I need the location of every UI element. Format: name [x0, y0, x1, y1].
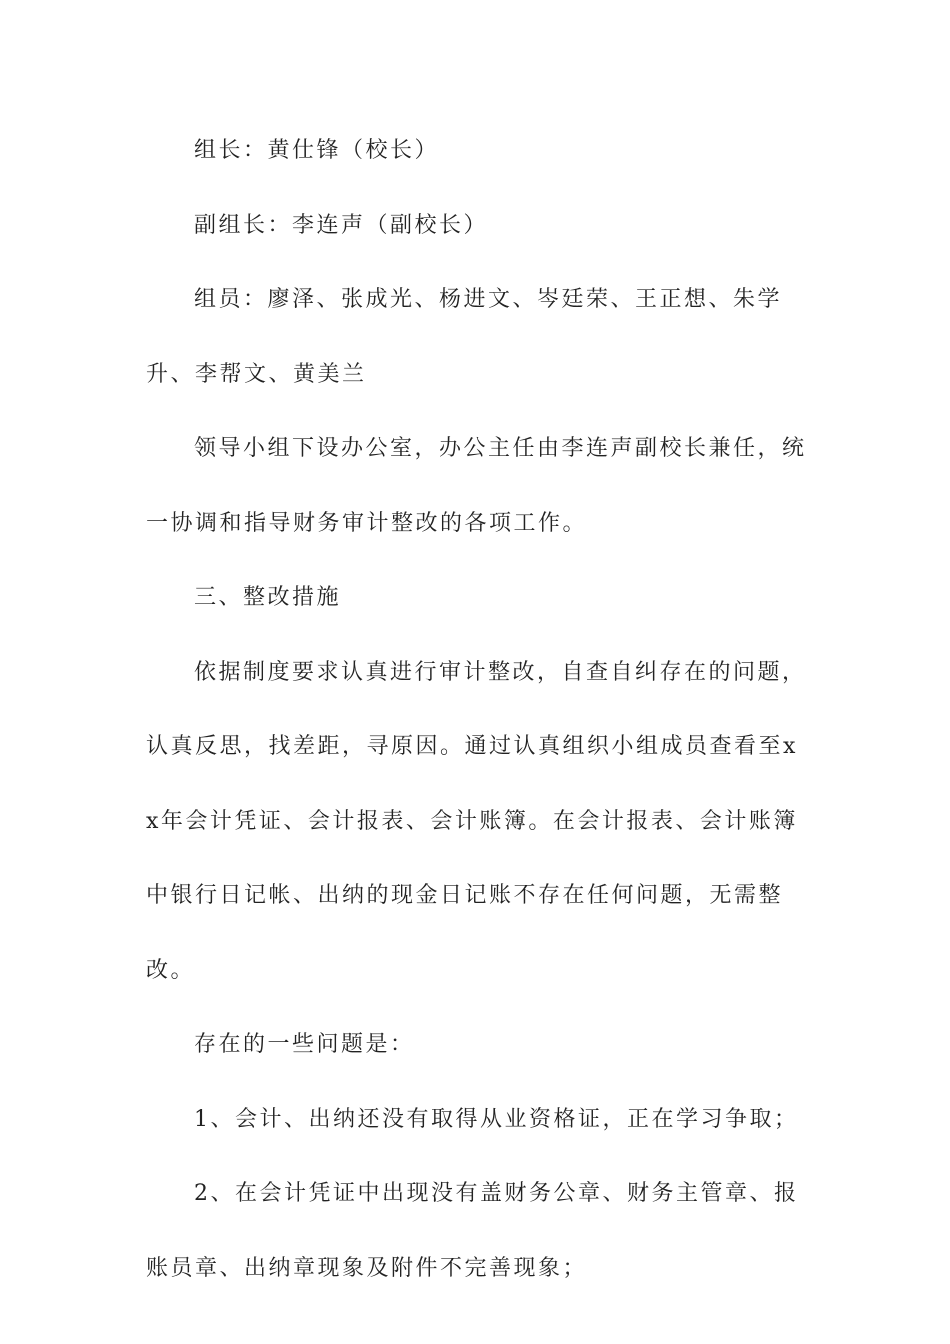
paragraph-deputy-leader: 副组长：李连声（副校长）	[194, 212, 489, 238]
section-heading-measures: 三、整改措施	[194, 585, 342, 610]
list-item-issue-2: 2、在会计凭证中出现没有盖财务公章、财务主管章、报账员章、出纳章现象及附件不完善现象；	[146, 1181, 799, 1281]
paragraph-members: 组员：廖泽、张成光、杨进文、岑廷荣、王正想、朱学升、李帮文、黄美兰	[146, 287, 783, 387]
document-body	[146, 114, 811, 1306]
paragraph-office: 领导小组下设办公室，办公主任由李连声副校长兼任，统一协调和指导财务审计整改的各项工作。	[146, 436, 807, 536]
list-item-issue-1: 1、会计、出纳还没有取得从业资格证，正在学习争取；	[194, 1106, 799, 1132]
paragraph-group-leader: 组长：黄仕锋（校长）	[194, 138, 440, 163]
paragraph-audit-review: 依据制度要求认真进行审计整改，自查自纠存在的问题，认真反思，找差距，寻原因。通过认真组织小组成员查看至xx年会计凭证、会计报表、会计账簿。在会计报表、会计账簿中银行日记帐、出纳的现金日记账不存在任何问题，无需整改。	[146, 659, 807, 983]
paragraph-issues-intro: 存在的一些问题是：	[194, 1032, 415, 1057]
